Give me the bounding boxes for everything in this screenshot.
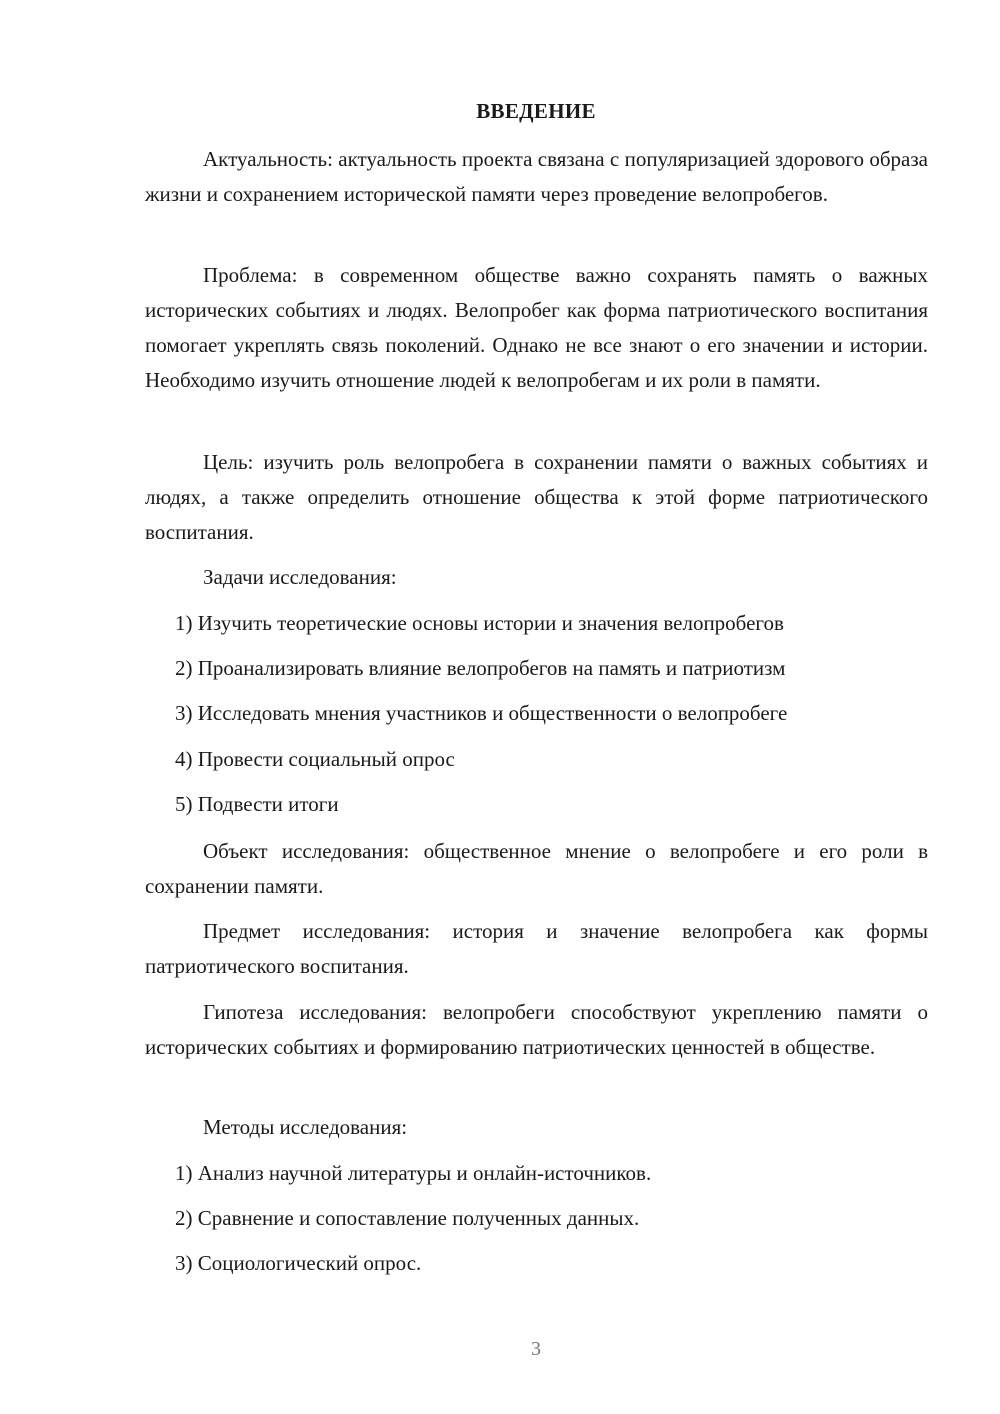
method-item-1: 1) Анализ научной литературы и онлайн-источников.: [175, 1161, 652, 1185]
task-item-1: 1) Изучить теоретические основы истории и значения велопробегов: [175, 611, 784, 635]
methods-heading: Методы исследования:: [203, 1115, 408, 1139]
method-item-2: 2) Сравнение и сопоставление полученных данных.: [175, 1206, 640, 1230]
paragraph-hypothesis: Гипотеза исследования: велопробеги способствуют укреплению памяти о исторических событиях и формированию патриотических ценностей в обществе.: [145, 1000, 928, 1059]
paragraph-object: Объект исследования: общественное мнение о велопробеге и его роли в сохранении памяти.: [145, 839, 928, 898]
paragraph-problem: Проблема: в современном обществе важно сохранять память о важных исторических событиях и людях. Велопробег как форма патриотического воспитания помогает укреплять связь поколений. Однако не все знают о его значении и истории. Необходимо изучить отношение людей к велопробегам и их роли в памяти.: [145, 263, 928, 392]
task-item-2: 2) Проанализировать влияние велопробегов на память и патриотизм: [175, 656, 786, 680]
task-item-4: 4) Провести социальный опрос: [175, 747, 455, 771]
tasks-heading: Задачи исследования:: [203, 565, 397, 589]
page-number: 3: [531, 1338, 541, 1360]
task-item-5: 5) Подвести итоги: [175, 792, 339, 816]
paragraph-subject: Предмет исследования: история и значение велопробега как формы патриотического воспитания.: [145, 919, 928, 978]
task-item-3: 3) Исследовать мнения участников и общественности о велопробеге: [175, 701, 788, 725]
paragraph-relevance: Актуальность: актуальность проекта связана с популяризацией здорового образа жизни и сохранением исторической памяти через проведение велопробегов.: [145, 147, 928, 206]
paragraph-goal: Цель: изучить роль велопробега в сохранении памяти о важных событиях и людях, а также определить отношение общества к этой форме патриотического воспитания.: [145, 450, 928, 544]
method-item-3: 3) Социологический опрос.: [175, 1251, 422, 1275]
page-title: ВВЕДЕНИЕ: [476, 99, 596, 123]
